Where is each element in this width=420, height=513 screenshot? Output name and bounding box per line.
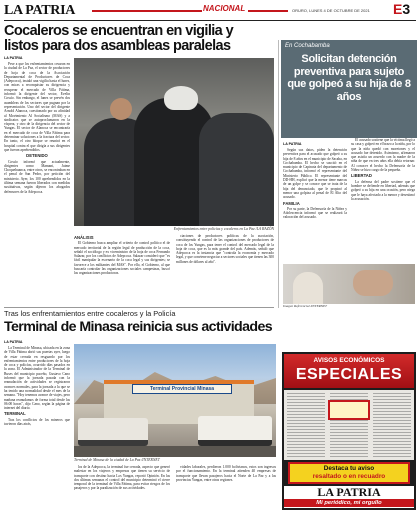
- sidebar-headline: Solicitan detención preventiva para sujeto que golpeó a su hija de 8 años: [287, 53, 411, 103]
- sidebar-photo-caption: Imagen Referencial /INTERNET: [283, 304, 327, 308]
- ads-promo-box: [288, 462, 410, 484]
- page-digit: 3: [402, 1, 411, 17]
- sidebar-body-right: El acusado sostiene que la víctima llegó a su casa y golpeó en el brazo a la niña, por lo que la niña quedó con moretones y el acusado fue detenido. Asimismo, afirmaron que asistía un acuerdo con la madre de la niña de que en tres años ella debía retornar. Al conocer el hecho la Defensoría de la Niñez se hizo cargo de la pequeña.: [351, 138, 415, 173]
- photo-sign: Terminal Provincial Minasa: [132, 384, 232, 394]
- photo-figure: [110, 98, 132, 120]
- story2-kicker: Tras los enfrentamientos entre cocaleros y la Policía: [4, 309, 176, 318]
- sidebar-kicker: En Cochabamba: [285, 43, 330, 49]
- ads-footer-tagline: Mi periódico, mi orgullo: [284, 499, 414, 507]
- ads-banner-line1: AVISOS ECONÓMICOS: [313, 357, 385, 364]
- photo-bus: [78, 418, 148, 446]
- ads-block: [282, 352, 416, 510]
- header-underline: [4, 20, 416, 21]
- story-cocaleros: [4, 22, 274, 305]
- photo-helmet: [164, 86, 198, 110]
- story2-headline: Terminal de Minasa reinicia sus actividades: [4, 319, 273, 335]
- story1-body-left: Pese a que los enfrentamientos cesaron en la ciudad de La Paz, el sector de productores de hoja de coca de la Asociación Departamental de Productores de Coca (Adepcoca), instaló una vigilia hasta el lunes, con miras a reconquistar su dirigencia y recuperar el mercado de Villa Fátima, informó la dirigente del sector, Evelin Cossío. Sin embargo, el lunes se prevén dos asambleas de los sectores que pugnan por la representación. Uno del sector del dirigente Arnold Alanoca, cuestionado por su afinidad al Movimiento Al Socialismo (MAS) y a sindicatos que se autoproclamaron en la víspera, y otro de la dirigencia del sector de Yungas. El sector de Alanoca se encontraría en el mercado de coca de Villa Fátima para determinar soluciones a la fractura del sector. En tanto, el otro bloque se reunirá en el hospital contra el que dirigía a sus dirigentes que fueron aprehendidos.: [4, 62, 70, 152]
- story2-body-mid: los de la Adepcoca, la terminal fue cerrada, aspecto que generó malestar en los viajeros y empresas que tienen su servicio de transporte con destino hacia Los Yungas, reportó Opinión. En las dos últimas semanas el control del municipio determinó el cierre temporal de la terminal de Villa Fátima, para evitar riesgos de los pasajeros y por la paralización de sus actividades.: [74, 465, 170, 491]
- photo-hand: [353, 270, 393, 296]
- sidebar-body-left-2: Por su parte, la Defensoría de la Niñez y Adolescencia informó que se realizará la valoración del acusado.: [283, 206, 347, 220]
- ads-promo-line1: Destaca tu aviso: [323, 465, 375, 472]
- story2-body-left: La Terminal de Minasa, ubicada en la zona de Villa Fátima abrió sus puertas ayer, luego de estar cerrada en resguardo por los enfrentamientos entre productores de la hoja de coca y policías, ocurrido días pasados en la zona. El Administrador de la Terminal de Buses del municipio paceño, Gustavo Cano informó que la jornada pasada con la reanudación de actividades se registraron avances normales, para la jornada a la que se ha tenido una normalidad desde el mes de la semana. "Hoy tenemos avance de viajes, pero mañana reanudamos de forma total desde las 06:00 horas", dijo Cano, según la página de internet del diario.: [4, 346, 70, 411]
- story1-headline: [4, 24, 274, 54]
- story2-col-left: [4, 346, 70, 510]
- masthead-rule: [92, 10, 202, 12]
- story2-col-mid: [74, 465, 170, 510]
- sidebar-body-left: Según sus datos, piden la detención preventiva para el acusado que golpeó a su hija de 8 años en el municipio de Sacaba, en Cochabamba. El hecho se suscitó en el municipio de Capinota del departamento de Cochabamba, informó el representante del Ministerio Público. El representante del DD-HH, explicó que la menor tiene marcas de un golpe y se conoce que se trata de la hija del denunciado, que le propinó al menor una golpiza al penal de El Alto del acusado.: [283, 148, 347, 200]
- ads-banner: [284, 354, 414, 388]
- photo-crowd-shape: [199, 113, 274, 226]
- sidebar-subhead: FAMILIA: [283, 200, 300, 206]
- page-letter: E: [393, 1, 403, 17]
- ads-footer: [284, 486, 414, 508]
- photo-road: [74, 446, 276, 457]
- sidebar-photo: [283, 264, 415, 304]
- sidebar-body-right-2: La defensa del padre sostiene que el hombre se defiende en libertad, además que golpeó a su hija en una ocasión, pero niega que le haya afectado a la menor y desestimó la acusación.: [351, 179, 415, 201]
- ads-banner-line2: ESPECIALES: [295, 366, 403, 383]
- story1-photo-caption: Enfrentamientos entre policías y cocaleros en La Paz /LA RAZÓN: [173, 227, 274, 231]
- story1-body-mid: El Gobierno busca ampliar el criterio de control político el de mercado territorial de la región legal de producción de la coca, señaló el sociólogo y ex viceministro de la hoja de coca Fernando Salazar, por los conflictos de Adepcoca. Salazar consideró que "es fácil manipular la escenario de la coca legal y sus dirigentes; se favorece a los militantes del MAS". Por ello, el Gobierno, al que buscaría controlar las organizaciones sociales campesinas, buscó las organizaciones productoras.: [74, 241, 170, 276]
- sidebar-subhead-2: LIBERTAD: [351, 173, 372, 179]
- story1-subhead-mid: ANÁLISIS: [74, 235, 94, 240]
- sidebar-col-left: [283, 148, 347, 262]
- ads-sample-column: [373, 393, 411, 457]
- story2-photo-caption: Terminal de Minasa de la ciudad de La Paz /INTERNET: [74, 458, 160, 462]
- story1-col-right: [176, 234, 274, 304]
- story1-kicker: LA PATRIA: [4, 56, 23, 60]
- dateline: ORURO, LUNES 4 DE OCTUBRE DE 2021: [292, 8, 370, 13]
- sidebar-header-box: [281, 40, 417, 138]
- photo-child: [293, 272, 323, 304]
- page-number: [393, 1, 410, 17]
- story2-body-right: vidades laborales, perdieron 1.000 bolivianos, estos son ingresos por el funcionamiento. En la terminal atienden 40 empresas de transporte que llevan pasajeros hacia el Norte de La Paz y a las provincias Yungas, entre otras regiones.: [176, 465, 276, 482]
- sidebar-col-right: [351, 138, 415, 262]
- masthead: [0, 0, 420, 22]
- masthead-rule-right: [248, 10, 288, 12]
- story1-subhead-left: DETENIDO: [26, 153, 48, 159]
- story1-col-mid: [74, 234, 170, 304]
- story-terminal: [4, 308, 276, 510]
- ads-sample-area: [284, 390, 414, 460]
- story2-photo: [74, 344, 276, 457]
- ads-sample-box: [328, 400, 370, 420]
- ads-footer-logo: LA PATRIA: [317, 485, 381, 499]
- story2-subhead: TERMINAL: [4, 411, 26, 417]
- logo: LA PATRIA: [4, 3, 76, 18]
- story2-col-right: [176, 465, 276, 510]
- story1-headline-line2: listos para dos asambleas paralelas: [4, 38, 231, 54]
- story1-body-right: ciaciones de productores políticas de la asociación, constituyendo el control de las organizaciones de productores de coca de los Yungas, para tener el control del mercado legal de la hoja de coca, que es la más grande del país. Además, señaló que Adepcoca es la instancia que "controla la economía y mercado legal, y que conviene negociar a sectores sociales que tienen las 300 millones de dólares al año".: [176, 234, 274, 264]
- story1-body-left-2: Cossío informó que actualmente, dirigentes como Mamani, Jaime Choquehuanca, entre otros, se encontraban en el penal de San Pedro, por petición del ministerio. Ayer, los 100 aprehendidos en la última semana fueron liberados con medidas sustitutivas, según dijeron los abogados defensores de la Adepcoca.: [4, 159, 70, 194]
- story2-body-left-2: Tras los conflictos de los mineros que tuvieron días atrás,: [4, 417, 70, 427]
- story1-headline-line1: Cocaleros se encuentran en vigilia y: [4, 23, 234, 39]
- photo-bus: [198, 416, 272, 446]
- sidebar-cochabamba: [278, 40, 416, 308]
- sidebar-tag: LA PATRIA: [283, 142, 302, 146]
- ads-promo-line2: resaltado o en recuadro: [312, 473, 386, 480]
- section-label: NACIONAL: [203, 4, 246, 13]
- story1-photo: [74, 58, 274, 226]
- ads-sample-column: [287, 393, 325, 457]
- story2-tag: LA PATRIA: [4, 340, 23, 344]
- story1-col-left: [4, 62, 70, 304]
